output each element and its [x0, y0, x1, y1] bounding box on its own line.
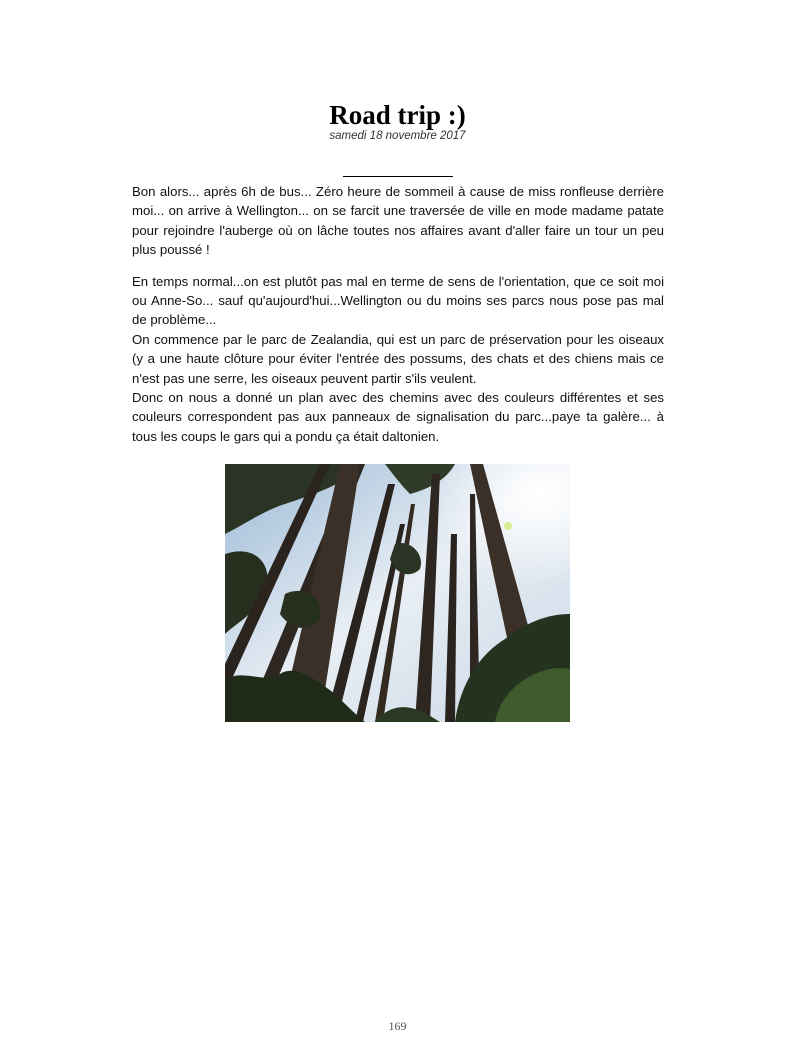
paragraph-3: On commence par le parc de Zealandia, qui est un parc de préservation pour les oiseaux (y a une haute clôture pour éviter l'entrée des possums, des chats et des chiens mais ce n'est pas une serre, les oiseaux peuvent partir s'ils veulent. — [132, 331, 664, 386]
paragraph-4: Donc on nous a donné un plan avec des chemins avec des couleurs différentes et ses couleurs correspondent pas aux panneaux de signalisation du parc...paye ta galère... à tous les coups le gars qui a pondu ça était daltonien. — [132, 390, 664, 444]
title-divider — [343, 176, 453, 177]
page-title: Road trip :) — [329, 100, 466, 130]
paragraph-2: En temps normal...on est plutôt pas mal en terme de sens de l'orientation, que ce soit moi ou Anne-So... sauf qu'aujourd'hui...Wellington ou du moins ses parcs nous pose pas mal de problème... — [132, 273, 664, 328]
post-date: samedi 18 novembre 2017 — [329, 130, 466, 142]
forest-photo — [225, 464, 570, 722]
page-number: 169 — [388, 1019, 407, 1033]
paragraph-1: Bon alors... après 6h de bus... Zéro heure de sommeil à cause de miss ronfleuse derrière moi... on arrive à Wellington... on se farcit une traversée de ville en mode madame patate pour rejoindre l'auberge où on lâche toutes nos affaires avant d'aller faire un tour un peu plus poussé ! — [132, 184, 664, 258]
post-body — [132, 182, 664, 446]
